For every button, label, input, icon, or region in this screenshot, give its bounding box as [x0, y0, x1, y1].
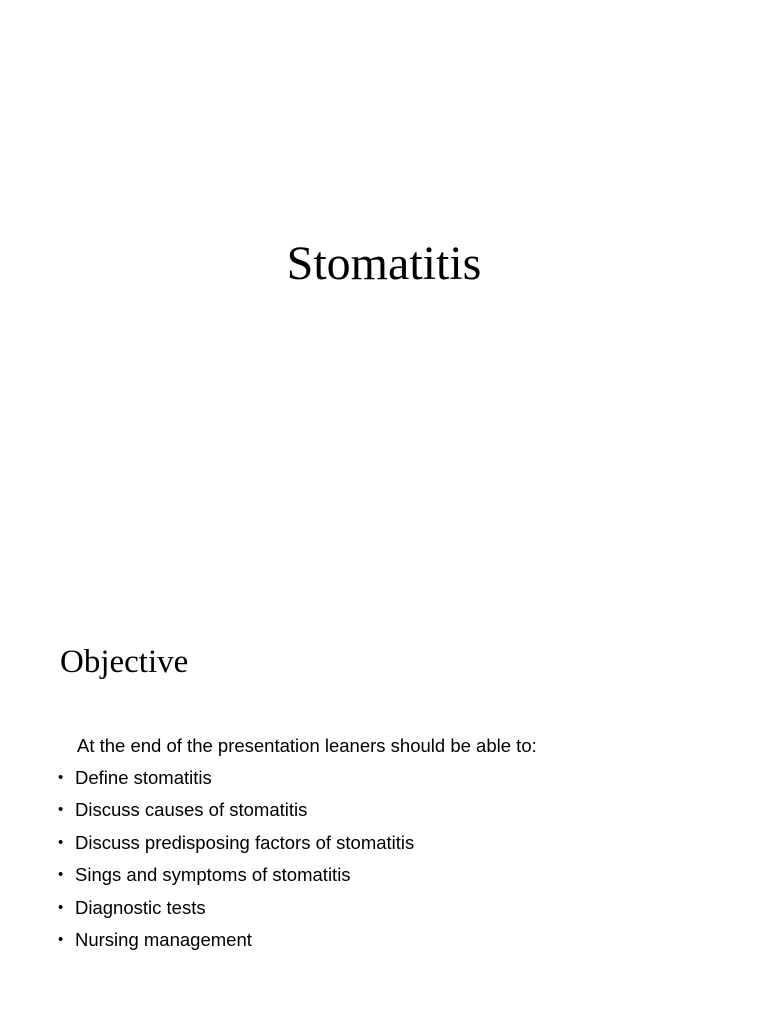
- bullet-icon: •: [58, 801, 64, 819]
- bullet-item: [58, 827, 738, 859]
- bullet-text: Discuss causes of stomatitis: [75, 799, 308, 821]
- objective-heading: Objective: [60, 644, 189, 680]
- bullet-icon: •: [58, 898, 64, 916]
- objective-intro: At the end of the presentation leaners should be able to:: [77, 735, 537, 756]
- slide-title: Stomatitis: [286, 237, 482, 290]
- objective-bullet-list: [58, 762, 738, 956]
- bullet-item: [58, 924, 738, 956]
- bullet-item: [58, 859, 738, 891]
- bullet-icon: •: [58, 930, 64, 948]
- bullet-text: Discuss predisposing factors of stomatitis: [75, 831, 415, 853]
- bullet-text: Define stomatitis: [75, 767, 212, 788]
- bullet-text: Sings and symptoms of stomatitis: [75, 864, 351, 886]
- bullet-text: Diagnostic tests: [75, 896, 206, 918]
- bullet-item: [58, 794, 738, 826]
- objective-body: [58, 730, 738, 956]
- bullet-icon: •: [58, 833, 64, 851]
- bullet-text: Nursing management: [75, 928, 252, 950]
- bullet-item: [58, 762, 738, 794]
- bullet-icon: •: [58, 866, 64, 884]
- bullet-item: [58, 892, 738, 924]
- objective-slide: [0, 576, 768, 1024]
- bullet-icon: •: [58, 769, 64, 786]
